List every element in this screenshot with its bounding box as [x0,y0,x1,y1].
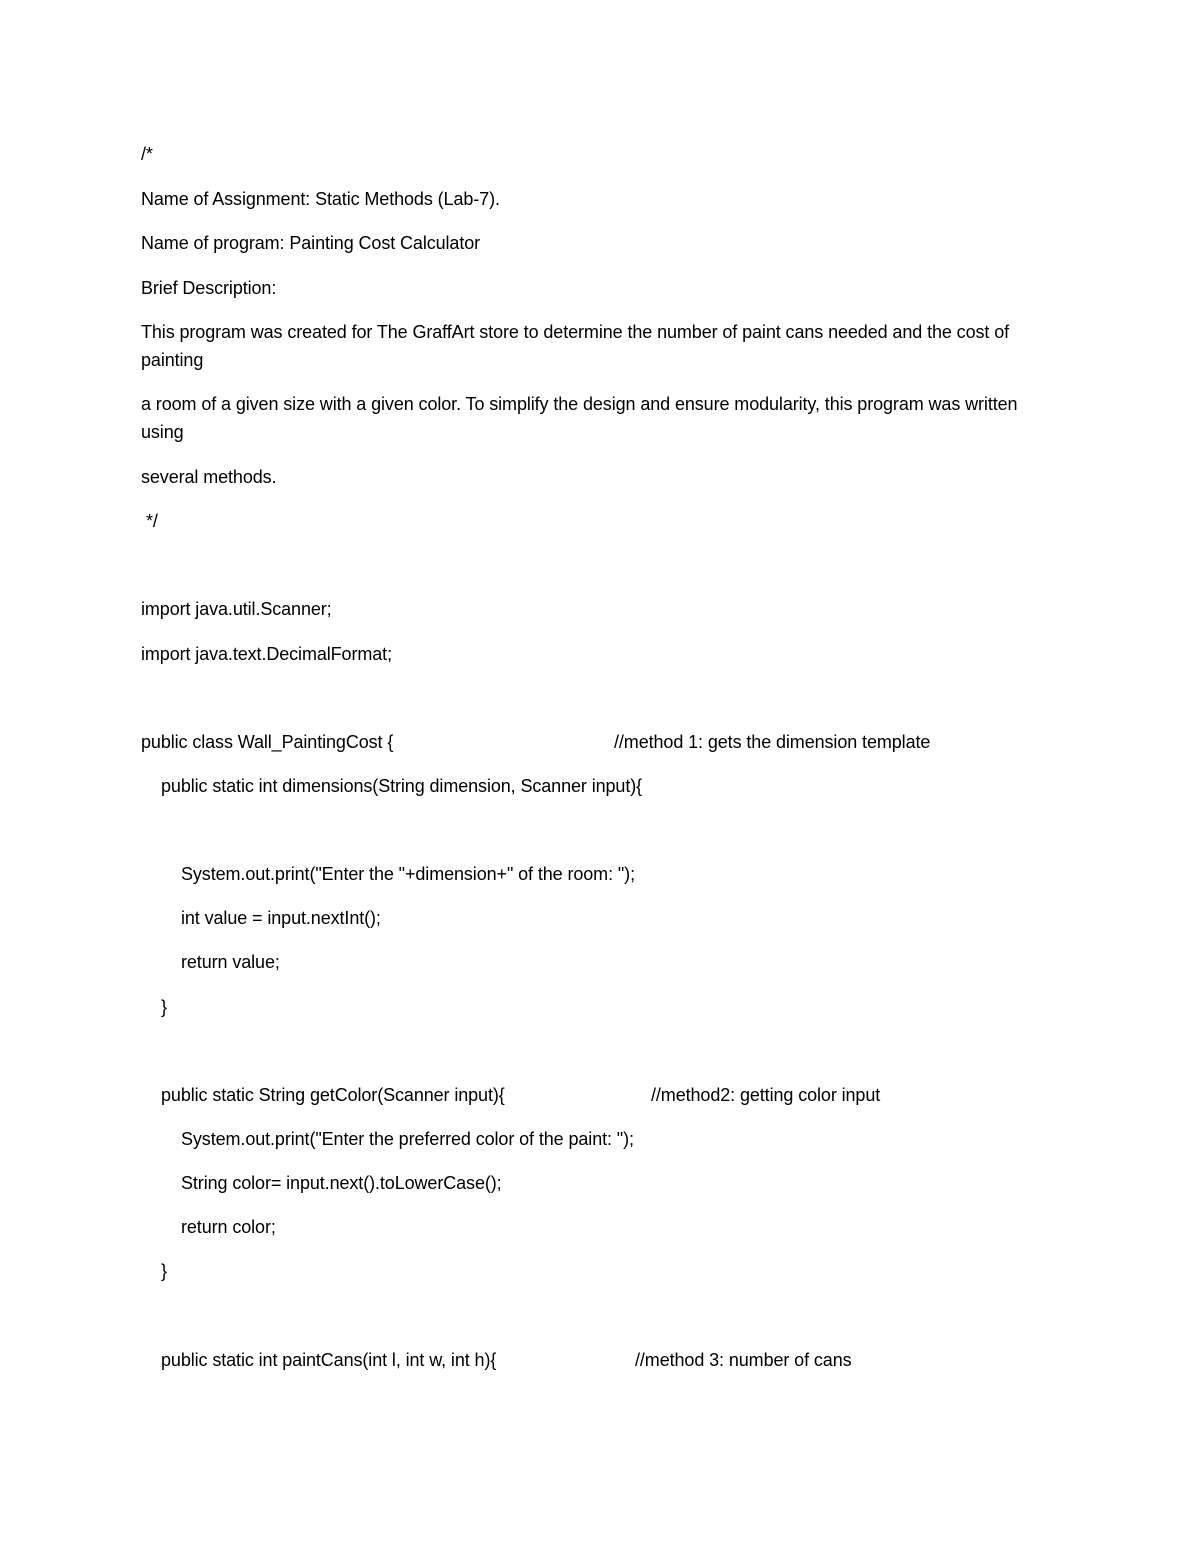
description-paragraph-2: a room of a given size with a given color. To simplify the design and ensure modularity, this program was written using [141,394,1018,442]
import-decimal-format: import java.text.DecimalFormat; [141,644,392,664]
method2-return-line: return color; [181,1217,276,1237]
brief-description-label: Brief Description: [141,278,277,298]
method1-value-line: int value = input.nextInt(); [181,908,381,928]
class-comment: //method 1: gets the dimension template [614,732,931,752]
method1-signature: public static int dimensions(String dimension, Scanner input){ [161,776,643,796]
method2-comment: //method2: getting color input [651,1085,881,1105]
method1-close-brace: } [161,997,167,1017]
method1-print-line: System.out.print("Enter the "+dimension+" of the room: "); [181,864,635,884]
assignment-name: Name of Assignment: Static Methods (Lab-7). [141,189,500,209]
method2-signature: public static String getColor(Scanner input){ [161,1085,505,1105]
program-name: Name of program: Painting Cost Calculator [141,233,481,253]
comment-close: */ [146,511,158,531]
method2-close-brace: } [161,1261,167,1281]
method3-signature: public static int paintCans(int l, int w, int h){ [161,1350,497,1370]
comment-open: /* [141,144,153,164]
description-paragraph-3: several methods. [141,467,277,487]
description-paragraph-1: This program was created for The GraffArt store to determine the number of paint cans needed and the cost of painting [141,322,1010,370]
method2-color-line: String color= input.next().toLowerCase(); [181,1173,502,1193]
method1-return-line: return value; [181,952,280,972]
method2-print-line: System.out.print("Enter the preferred color of the paint: "); [181,1129,634,1149]
import-scanner: import java.util.Scanner; [141,599,332,619]
class-declaration: public class Wall_PaintingCost { [141,732,394,752]
method3-comment: //method 3: number of cans [635,1350,852,1370]
